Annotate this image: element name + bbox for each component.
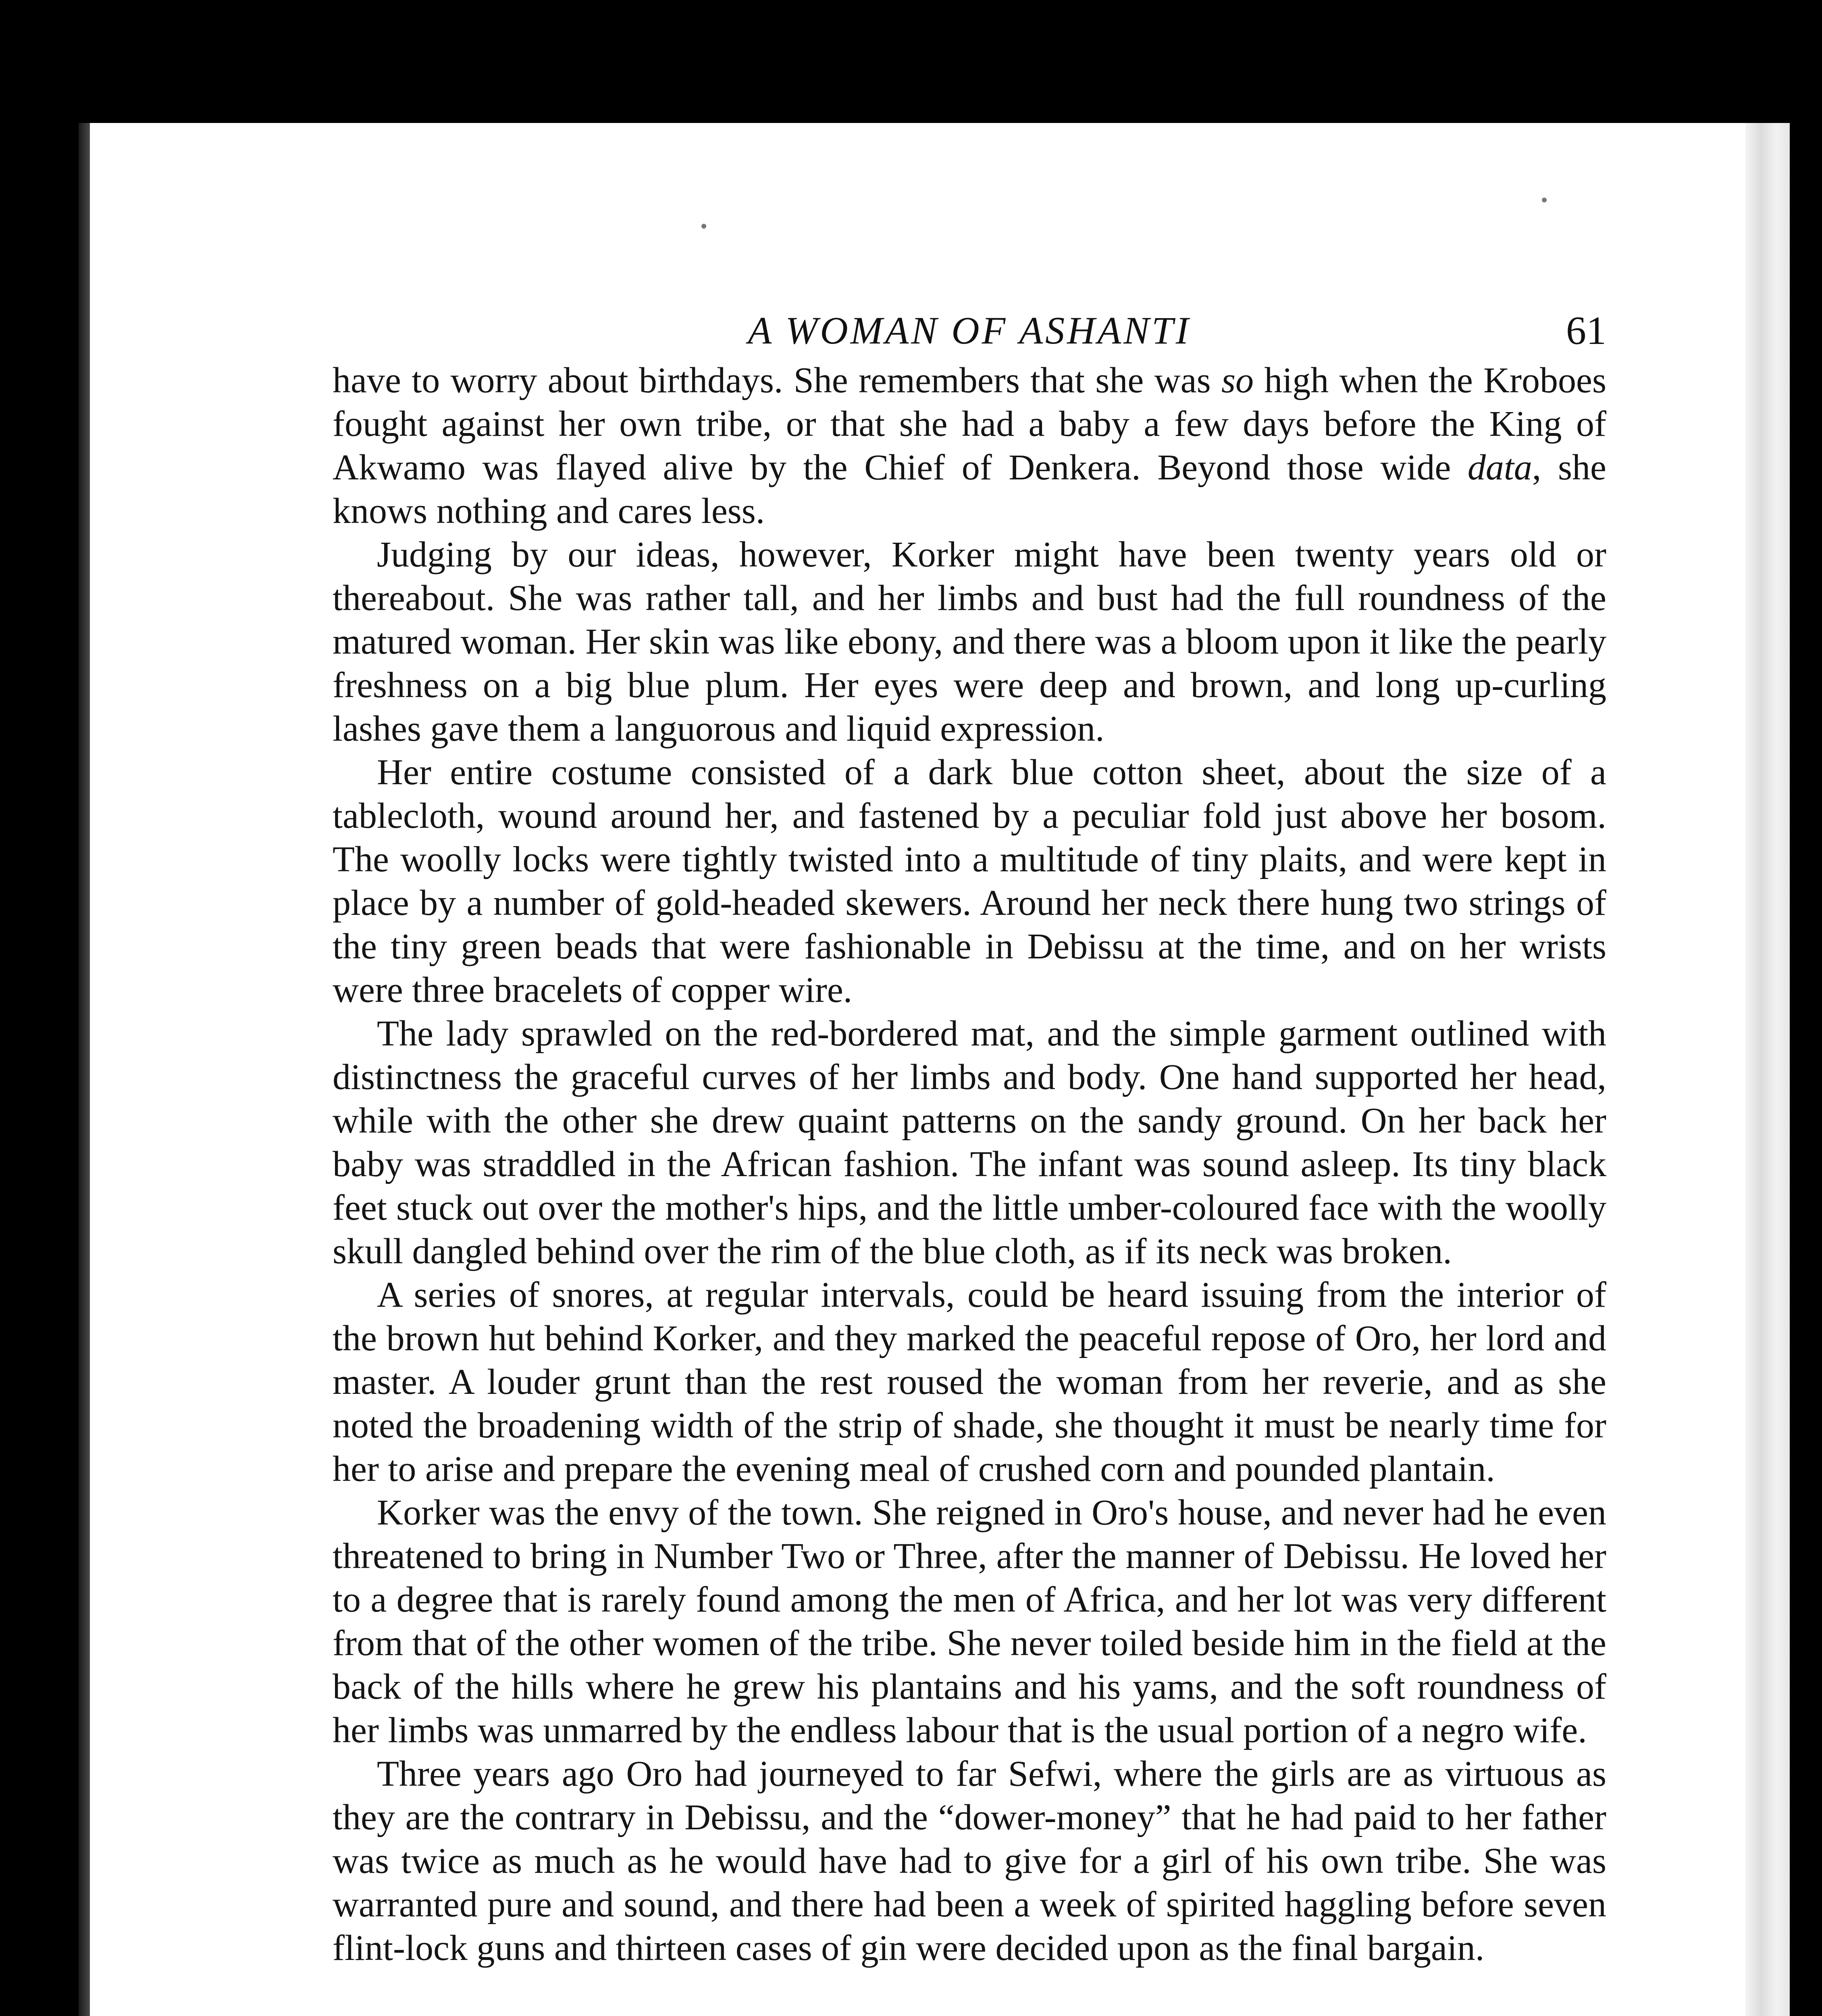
paragraph-3: Her entire costume consisted of a dark blue cotton sheet, about the size of a tablecloth, wound around her, and fastened by a peculiar fold just above her bosom. The woolly locks were tightly twisted into a multitude of tiny plaits, and were kept in place by a number of gold-headed skewers. Around her neck there hung two strings of the tiny green beads that were fashionable in Debissu at the time, and on her wrists were three bracelets of copper wire. bbox=[333, 752, 1606, 1010]
paragraph-1-text-a: have to worry about birthdays. She remembers that she was bbox=[333, 360, 1221, 400]
paragraph-1-text-b: high when the Kroboes fought against her own tribe, or that she had a baby a few days before the King of Akwamo was flayed alive by the Chief of Denkera. Beyond those wide bbox=[333, 360, 1606, 487]
paragraph-7: Three years ago Oro had journeyed to far Sefwi, where the girls are as virtuous as they are the contrary in Debissu, and the “dower-money” that he had paid to her father was twice as much as he would have had to give for a girl of his own tribe. She was warranted pure and sound, and there had been a week of spirited haggling before seven flint-lock guns and thirteen cases of gin were decided upon as the final bargain. bbox=[333, 1754, 1606, 1968]
paper-speck bbox=[701, 224, 706, 229]
page-edge bbox=[1745, 123, 1790, 2016]
book-page bbox=[79, 123, 1790, 2016]
paragraph-4: The lady sprawled on the red-bordered mat, and the simple garment outlined with distinctness the graceful curves of her limbs and body. One hand supported her head, while with the other she drew quaint patterns on the sandy ground. On her back her baby was straddled in the African fashion. The infant was sound asleep. Its tiny black feet stuck out over the mother's hips, and the little umber-coloured face with the woolly skull dangled behind over the rim of the blue cloth, as if its neck was broken. bbox=[333, 1014, 1606, 1271]
paragraph-6: Korker was the envy of the town. She reigned in Oro's house, and never had he even threatened to bring in Number Two or Three, after the manner of Debissu. He loved her to a degree that is rarely found among the men of Africa, and her lot was very different from that of the other women of the tribe. She never toiled beside him in the field at the back of the hills where he grew his plantains and his yams, and the soft roundness of her limbs was unmarred by the endless labour that is the usual portion of a negro wife. bbox=[333, 1493, 1606, 1750]
paragraph-1-emphasis-data: data bbox=[1467, 448, 1532, 487]
paragraph-5: A series of snores, at regular intervals, could be heard issuing from the interior of the brown hut behind Korker, and they marked the peaceful repose of Oro, her lord and master. A louder grunt than the rest roused the woman from her reverie, and as she noted the broadening width of the strip of shade, she thought it must be nearly time for her to arise and prepare the evening meal of crushed corn and pounded plantain. bbox=[333, 1275, 1606, 1489]
paragraph-1 bbox=[333, 359, 1606, 533]
paragraph-2: Judging by our ideas, however, Korker might have been twenty years old or thereabout. She was rather tall, and her limbs and bust had the full roundness of the matured woman. Her skin was like ebony, and there was a bloom upon it like the pearly freshness on a big blue plum. Her eyes were deep and brown, and long up-curling lashes gave them a languorous and liquid expression. bbox=[333, 535, 1606, 749]
body-text bbox=[333, 359, 1606, 1970]
running-head bbox=[333, 300, 1606, 361]
page-spine-shadow bbox=[79, 123, 90, 2016]
paragraph-1-text-c: , she knows nothing and cares less. bbox=[333, 448, 1606, 531]
running-title: A WOMAN OF ASHANTI bbox=[748, 309, 1191, 352]
paper-speck bbox=[1542, 198, 1547, 202]
paragraph-1-emphasis: so bbox=[1221, 360, 1254, 400]
page-number: 61 bbox=[1566, 308, 1606, 353]
